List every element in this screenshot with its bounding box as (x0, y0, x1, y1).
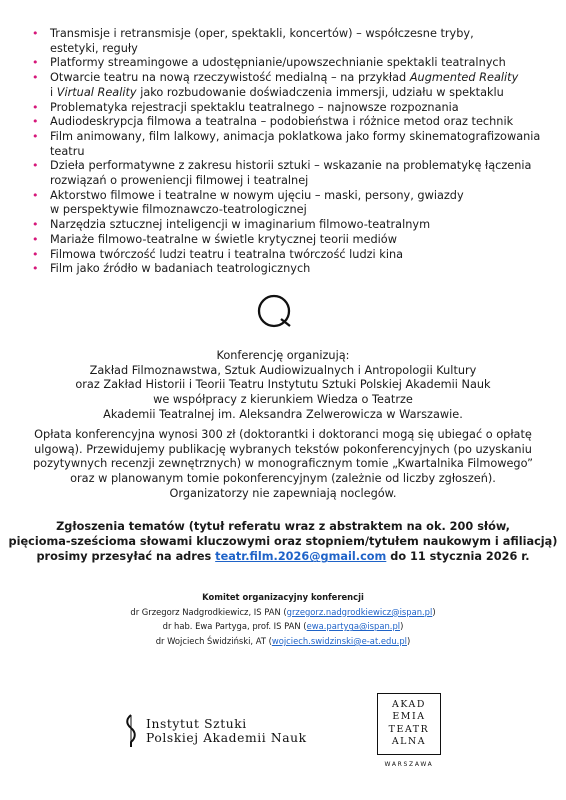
topic-line: Aktorstwo filmowe i teatralne w nowym ujęciu – maski, persony, gwiazdy (50, 188, 464, 202)
organizers-block (0, 349, 566, 423)
submission-line (0, 549, 566, 564)
topic-item (32, 262, 547, 277)
member-email-link[interactable]: wojciech.swidzinski@e-at.edu.pl (271, 635, 407, 646)
submission-deadline: do 11 stycznia 2026 r. (386, 550, 530, 564)
topic-line: Audiodeskrypcja filmowa a teatralna – podobieństwa i różnice metod oraz technik (50, 115, 514, 129)
topic-line: Film jako źródło w badaniach teatrologicznych (50, 262, 311, 276)
organizers-line: Akademii Teatralnej im. Aleksandra Zelwerowicza w Warszawie. (103, 407, 463, 421)
topic-item (32, 218, 547, 233)
bullet-icon: • (32, 218, 39, 232)
fee-block (0, 428, 566, 502)
committee-title: Komitet organizacyjny konferencji (202, 592, 364, 602)
submission-email-link[interactable]: teatr.film.2026@gmail.com (215, 550, 387, 564)
ispan-emblem-icon (125, 714, 137, 748)
member-name: dr Wojciech Świdziński, AT ( (155, 635, 272, 646)
bullet-icon: • (32, 159, 39, 173)
bullet-icon: • (32, 262, 39, 276)
topics-list (32, 27, 547, 277)
topic-item (32, 101, 547, 116)
topic-item (32, 56, 547, 71)
bullet-icon: • (32, 188, 39, 202)
topic-item (32, 71, 547, 100)
bullet-icon: • (32, 100, 39, 114)
conference-logo-icon (255, 292, 295, 332)
akademia-logo-box (377, 693, 441, 755)
bullet-icon: • (32, 56, 39, 70)
submission-text: prosimy przesyłać na adres (36, 550, 216, 564)
akademia-city: WARSZAWA (384, 760, 434, 768)
committee-member (0, 619, 566, 634)
ispan-logo (125, 714, 307, 748)
topic-line: Dzieła performatywne z zakresu historii sztuki – wskazanie na problematykę łączenia (50, 159, 532, 173)
member-close: ) (406, 635, 411, 646)
topic-line: Mariaże filmowo-teatralne w świetle krytycznej teorii mediów (50, 232, 397, 246)
topic-line: estetyki, reguły (50, 41, 138, 55)
topic-item (32, 130, 547, 159)
topic-line: i Virtual Reality jako rozbudowanie doświadczenia immersji, udziału w spektaklu (50, 85, 504, 99)
committee-member (0, 634, 566, 649)
organizers-line: Zakład Filmoznawstwa, Sztuk Audiowizualnych i Antropologii Kultury (89, 363, 477, 377)
akademia-line: TEATR (388, 723, 430, 735)
bullet-icon: • (32, 247, 39, 261)
bullet-icon: • (32, 232, 39, 246)
akademia-line: ALNA (391, 736, 427, 748)
organizers-heading: Konferencję organizują: (216, 349, 350, 362)
topic-line: Platformy streamingowe a udostępnianie/upowszechnianie spektakli teatralnych (50, 56, 506, 70)
topic-line: Filmowa twórczość ludzi teatru i teatralna twórczość ludzi kina (50, 247, 404, 261)
topic-line: Transmisje i retransmisje (oper, spektakli, koncertów) – współczesne tryby, (50, 27, 474, 40)
bullet-icon: • (32, 115, 39, 129)
bullet-icon: • (32, 71, 39, 85)
topic-line: Narzędzia sztucznej inteligencji w imaginarium filmowo-teatralnym (50, 218, 431, 232)
topic-item (32, 233, 547, 248)
topic-line: teatru (50, 144, 85, 158)
committee-block (0, 590, 566, 648)
akademia-line: AKAD (391, 699, 427, 710)
ispan-line: Polskiej Akademii Nauk (146, 731, 307, 745)
submission-line: pięcioma-sześcioma słowami kluczowymi oraz stopniem/tytułem naukowym i afiliacją) (8, 535, 558, 549)
topic-item (32, 27, 547, 56)
member-close: ) (432, 606, 436, 617)
fee-line: Opłata konferencyjna wynosi 300 zł (doktorantki i doktoranci mogą się ubiegać o opłatę (34, 428, 532, 441)
topic-line: Otwarcie teatru na nową rzeczywistość medialną – na przykład Augmented Reality (50, 71, 519, 85)
topic-item (32, 248, 547, 263)
bullet-icon: • (32, 129, 39, 143)
fee-line: pozytywnych recenzji zewnętrznych) w monograficznym tomie „Kwartalnika Filmowego” (33, 457, 533, 471)
fee-line: ulgową). Przewidujemy publikację wybranych tekstów pokonferencyjnych (po uzyskaniu (34, 442, 532, 456)
topic-line: Film animowany, film lalkowy, animacja poklatkowa jako formy skinematografizowania (50, 129, 541, 143)
organizers-line: we współpracy z kierunkiem Wiedza o Teatrze (153, 393, 413, 407)
member-name: dr Grzegorz Nadgrodkiewicz, IS PAN ( (130, 606, 287, 617)
fee-line: oraz w planowanym tomie pokonferencyjnym (zależnie od liczby zgłoszeń). (70, 472, 496, 486)
fee-line: Organizatorzy nie zapewniają noclegów. (169, 486, 397, 500)
committee-member (0, 605, 566, 620)
akademia-teatralna-logo (377, 693, 441, 768)
topic-item (32, 189, 547, 218)
bullet-icon: • (32, 27, 39, 40)
member-close: ) (400, 621, 404, 632)
organizers-line: oraz Zakład Historii i Teorii Teatru Instytutu Sztuki Polskiej Akademii Nauk (75, 378, 491, 392)
topic-item (32, 115, 547, 130)
submission-block (0, 519, 566, 565)
member-email-link[interactable]: ewa.partyga@ispan.pl (306, 621, 401, 632)
ispan-line: Instytut Sztuki (146, 717, 247, 731)
topic-line: rozwiązań o proweniencji filmowej i teatralnej (50, 174, 309, 188)
member-email-link[interactable]: grzegorz.nadgrodkiewicz@ispan.pl (286, 606, 433, 617)
topic-line: Problematyka rejestracji spektaklu teatralnego – najnowsze rozpoznania (50, 100, 459, 114)
submission-line: Zgłoszenia tematów (tytuł referatu wraz z abstraktem na ok. 200 słów, (56, 520, 510, 533)
akademia-line: EMIA (392, 711, 426, 723)
member-name: dr hab. Ewa Partyga, prof. IS PAN ( (162, 621, 307, 632)
topic-line: w perspektywie filmoznawczo-teatrologicznej (50, 203, 307, 217)
topic-item (32, 159, 547, 188)
